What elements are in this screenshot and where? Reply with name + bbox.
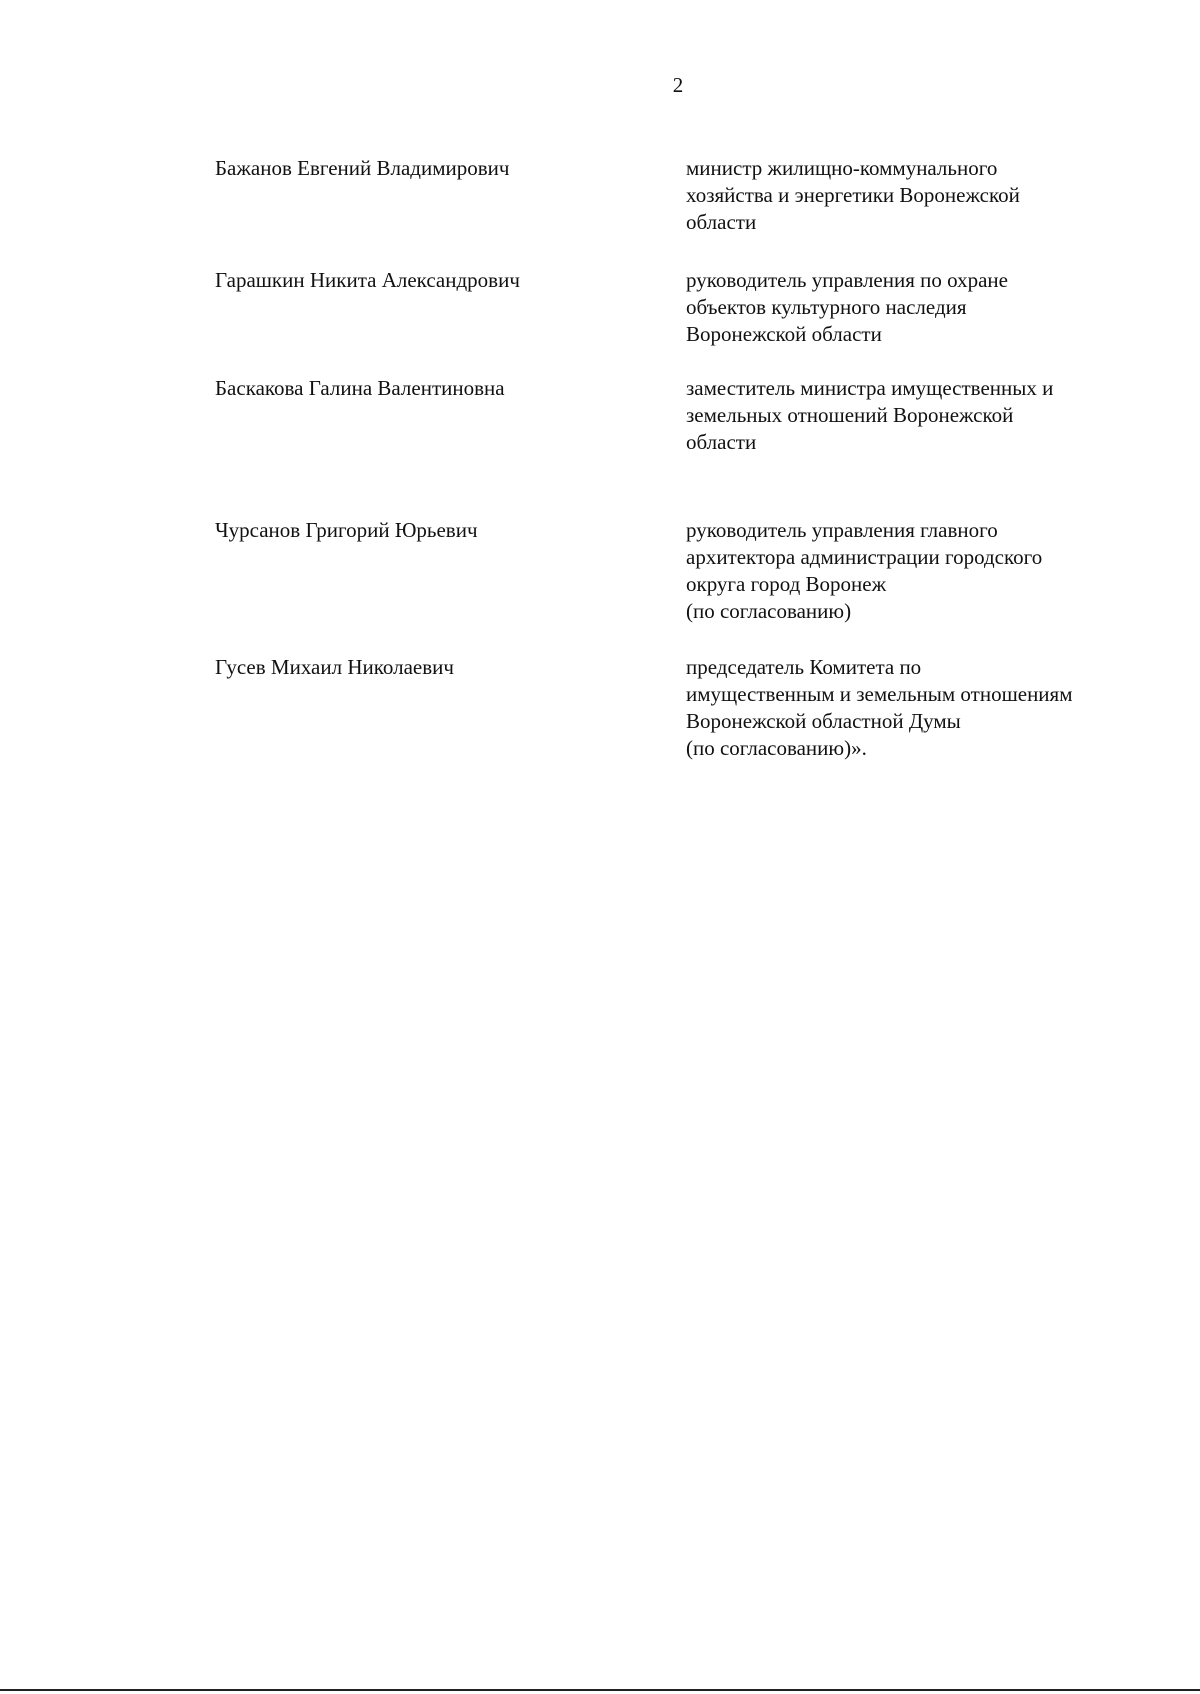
member-name: Гусев Михаил Николаевич (215, 655, 454, 679)
member-name: Чурсанов Григорий Юрьевич (215, 518, 478, 542)
member-position (686, 654, 1073, 762)
position-line: области (686, 210, 757, 234)
position-line: области (686, 430, 757, 454)
position-line: земельных отношений Воронежской (686, 403, 1014, 427)
position-line: (по согласованию)». (686, 736, 867, 760)
member-name: Баскакова Галина Валентиновна (215, 376, 505, 400)
member-position (686, 375, 1053, 456)
member-position (686, 155, 1020, 236)
position-line: председатель Комитета по (686, 655, 922, 679)
position-line: руководитель управления по охране (686, 268, 1008, 292)
position-line: Воронежской областной Думы (686, 709, 961, 733)
position-line: министр жилищно-коммунального (686, 156, 998, 180)
position-line: (по согласованию) (686, 599, 852, 623)
position-line: хозяйства и энергетики Воронежской (686, 183, 1020, 207)
position-line: округа город Воронеж (686, 572, 887, 596)
position-line: Воронежской области (686, 322, 882, 346)
page-number: 2 (672, 73, 684, 97)
scan-edge-line (0, 1689, 1200, 1691)
position-line: заместитель министра имущественных и (686, 376, 1054, 400)
member-position (686, 517, 1042, 625)
member-name: Гарашкин Никита Александрович (215, 268, 520, 292)
position-line: объектов культурного наследия (686, 295, 967, 319)
member-position (686, 267, 1008, 348)
position-line: руководитель управления главного (686, 518, 998, 542)
position-line: имущественным и земельным отношениям (686, 682, 1073, 706)
position-line: архитектора администрации городского (686, 545, 1043, 569)
member-name: Бажанов Евгений Владимирович (215, 156, 510, 180)
